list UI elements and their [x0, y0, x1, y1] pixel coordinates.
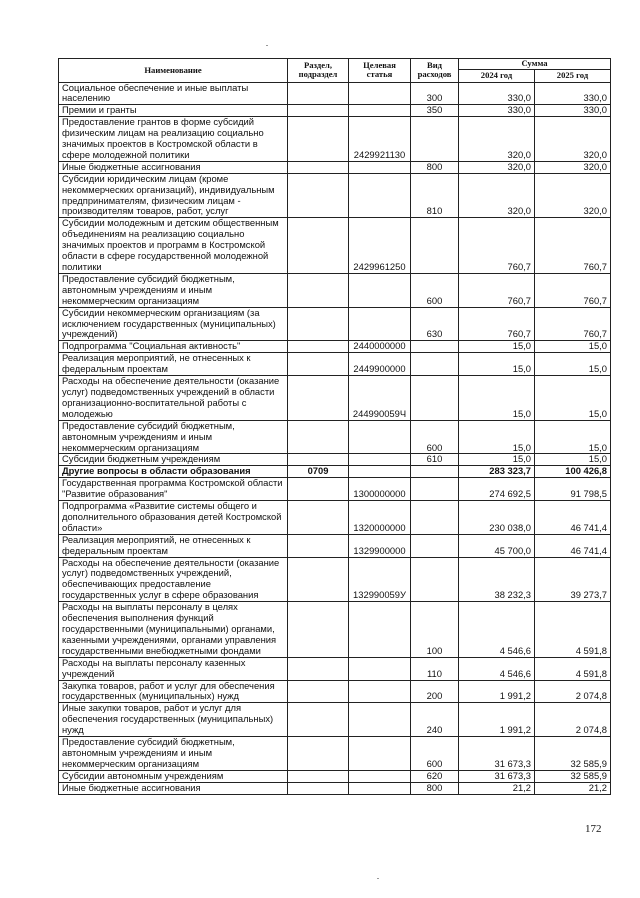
- row-name-cell: Закупка товаров, работ и услуг для обеспечения государственных (муниципальных) нужд: [59, 680, 288, 703]
- table-row: [59, 680, 611, 703]
- row-name-cell: Подпрограмма "Социальная активность": [59, 341, 288, 353]
- table-row: [59, 501, 611, 535]
- row-2024-cell: 760,7: [459, 307, 535, 341]
- table-row: [59, 105, 611, 117]
- row-2024-cell: 15,0: [459, 341, 535, 353]
- row-section-cell: [288, 161, 349, 173]
- table-row: [59, 782, 611, 794]
- row-type-cell: 200: [411, 680, 459, 703]
- row-name-cell: Расходы на выплаты персоналу казенных учреждений: [59, 657, 288, 680]
- row-2024-cell: 31 673,3: [459, 737, 535, 771]
- row-2024-cell: 15,0: [459, 353, 535, 376]
- row-section-cell: [288, 770, 349, 782]
- row-2025-cell: 760,7: [535, 307, 611, 341]
- row-2025-cell: 91 798,5: [535, 478, 611, 501]
- table-row: [59, 454, 611, 466]
- row-type-cell: 600: [411, 737, 459, 771]
- row-section-cell: [288, 782, 349, 794]
- row-2025-cell: 320,0: [535, 173, 611, 218]
- row-name-cell: Субсидии молодежным и детским общественным объединениям на реализацию социально значимых проектов и программ в Костромской области в сфере государственной молодежной политики: [59, 218, 288, 274]
- row-section-cell: [288, 307, 349, 341]
- row-target-cell: [349, 602, 411, 658]
- row-2025-cell: 15,0: [535, 353, 611, 376]
- row-2025-cell: 2 074,8: [535, 703, 611, 737]
- row-2025-cell: 15,0: [535, 376, 611, 421]
- row-2025-cell: 32 585,9: [535, 737, 611, 771]
- row-2024-cell: 320,0: [459, 161, 535, 173]
- row-section-cell: [288, 82, 349, 105]
- row-2025-cell: 15,0: [535, 341, 611, 353]
- row-2024-cell: 1 991,2: [459, 680, 535, 703]
- row-2024-cell: 330,0: [459, 82, 535, 105]
- row-type-cell: [411, 341, 459, 353]
- header-section: Раздел, подраздел: [288, 59, 349, 83]
- row-2024-cell: 31 673,3: [459, 770, 535, 782]
- row-section-cell: [288, 602, 349, 658]
- row-type-cell: [411, 466, 459, 478]
- row-2024-cell: 320,0: [459, 173, 535, 218]
- row-target-cell: 244990059Ч: [349, 376, 411, 421]
- row-target-cell: [349, 161, 411, 173]
- table-row: [59, 657, 611, 680]
- row-type-cell: 800: [411, 161, 459, 173]
- row-2025-cell: 330,0: [535, 105, 611, 117]
- row-2025-cell: 46 741,4: [535, 534, 611, 557]
- row-type-cell: 630: [411, 307, 459, 341]
- row-2024-cell: 21,2: [459, 782, 535, 794]
- row-type-cell: 600: [411, 273, 459, 307]
- row-name-cell: Субсидии бюджетным учреждениям: [59, 454, 288, 466]
- row-name-cell: Подпрограмма «Развитие системы общего и дополнительного образования детей Костромской области»: [59, 501, 288, 535]
- row-2025-cell: 100 426,8: [535, 466, 611, 478]
- row-type-cell: 100: [411, 602, 459, 658]
- row-section-cell: 0709: [288, 466, 349, 478]
- table-row: [59, 534, 611, 557]
- row-type-cell: [411, 557, 459, 602]
- row-section-cell: [288, 376, 349, 421]
- page-number: 172: [585, 823, 602, 835]
- row-target-cell: 1320000000: [349, 501, 411, 535]
- row-type-cell: 350: [411, 105, 459, 117]
- table-row: [59, 420, 611, 454]
- row-name-cell: Расходы на обеспечение деятельности (оказание услуг) подведомственных учреждений в области организационно-воспитательной работы с молодежью: [59, 376, 288, 421]
- row-2024-cell: 283 323,7: [459, 466, 535, 478]
- row-target-cell: [349, 454, 411, 466]
- row-target-cell: 2449900000: [349, 353, 411, 376]
- row-section-cell: [288, 680, 349, 703]
- header-2024: 2024 год: [459, 69, 535, 82]
- row-2025-cell: 760,7: [535, 273, 611, 307]
- row-section-cell: [288, 737, 349, 771]
- row-2024-cell: 15,0: [459, 454, 535, 466]
- row-name-cell: Расходы на обеспечение деятельности (оказание услуг) подведомственных учреждений, обеспечивающих предоставление государственных услуг в сфере образования: [59, 557, 288, 602]
- row-target-cell: [349, 782, 411, 794]
- table-row: [59, 466, 611, 478]
- row-2024-cell: 15,0: [459, 420, 535, 454]
- row-2025-cell: 320,0: [535, 161, 611, 173]
- row-2024-cell: 230 038,0: [459, 501, 535, 535]
- table-row: [59, 117, 611, 162]
- row-type-cell: [411, 353, 459, 376]
- row-name-cell: Расходы на выплаты персоналу в целях обеспечения выполнения функций государственными (муниципальными) органами, казенными учреждениями, органами управления государственными внебюджетными фондами: [59, 602, 288, 658]
- row-target-cell: [349, 770, 411, 782]
- row-2024-cell: 4 546,6: [459, 657, 535, 680]
- row-section-cell: [288, 218, 349, 274]
- row-target-cell: [349, 466, 411, 478]
- row-2024-cell: 330,0: [459, 105, 535, 117]
- row-target-cell: [349, 680, 411, 703]
- row-section-cell: [288, 478, 349, 501]
- row-target-cell: [349, 273, 411, 307]
- row-name-cell: Предоставление субсидий бюджетным, автономным учреждениям и иным некоммерческим организациям: [59, 737, 288, 771]
- row-2025-cell: 2 074,8: [535, 680, 611, 703]
- row-type-cell: [411, 501, 459, 535]
- row-2024-cell: 45 700,0: [459, 534, 535, 557]
- table-row: [59, 376, 611, 421]
- table-header: [59, 59, 611, 83]
- row-target-cell: [349, 737, 411, 771]
- row-name-cell: Субсидии автономным учреждениям: [59, 770, 288, 782]
- row-section-cell: [288, 657, 349, 680]
- table-row: [59, 557, 611, 602]
- table-row: [59, 173, 611, 218]
- table-row: [59, 273, 611, 307]
- row-type-cell: 240: [411, 703, 459, 737]
- row-2024-cell: 15,0: [459, 376, 535, 421]
- row-name-cell: Иные закупки товаров, работ и услуг для обеспечения государственных (муниципальных) нужд: [59, 703, 288, 737]
- row-2024-cell: 38 232,3: [459, 557, 535, 602]
- row-type-cell: [411, 117, 459, 162]
- row-2024-cell: 1 991,2: [459, 703, 535, 737]
- row-2025-cell: 4 591,8: [535, 657, 611, 680]
- row-target-cell: [349, 82, 411, 105]
- row-section-cell: [288, 534, 349, 557]
- row-name-cell: Реализация мероприятий, не отнесенных к федеральным проектам: [59, 353, 288, 376]
- row-name-cell: Социальное обеспечение и иные выплаты населению: [59, 82, 288, 105]
- row-name-cell: Государственная программа Костромской области "Развитие образования": [59, 478, 288, 501]
- row-type-cell: [411, 534, 459, 557]
- row-2025-cell: 760,7: [535, 218, 611, 274]
- row-2025-cell: 320,0: [535, 117, 611, 162]
- row-section-cell: [288, 501, 349, 535]
- row-type-cell: 110: [411, 657, 459, 680]
- row-type-cell: 810: [411, 173, 459, 218]
- table-row: [59, 602, 611, 658]
- row-target-cell: [349, 307, 411, 341]
- row-2025-cell: 32 585,9: [535, 770, 611, 782]
- row-section-cell: [288, 703, 349, 737]
- row-2025-cell: 330,0: [535, 82, 611, 105]
- row-name-cell: Субсидии юридическим лицам (кроме некоммерческих организаций), индивидуальным предпринимателям, физическим лицам - производителям товаров, работ, услуг: [59, 173, 288, 218]
- row-section-cell: [288, 557, 349, 602]
- row-2025-cell: 46 741,4: [535, 501, 611, 535]
- row-name-cell: Реализация мероприятий, не отнесенных к федеральным проектам: [59, 534, 288, 557]
- budget-table: [58, 58, 611, 795]
- row-type-cell: 300: [411, 82, 459, 105]
- row-section-cell: [288, 173, 349, 218]
- table-body: [59, 82, 611, 794]
- table-row: [59, 770, 611, 782]
- row-target-cell: 1300000000: [349, 478, 411, 501]
- row-name-cell: Иные бюджетные ассигнования: [59, 782, 288, 794]
- row-target-cell: [349, 703, 411, 737]
- row-target-cell: [349, 420, 411, 454]
- row-name-cell: Субсидии некоммерческим организациям (за исключением государственных (муниципальных) учреждений): [59, 307, 288, 341]
- row-target-cell: [349, 173, 411, 218]
- row-2025-cell: 4 591,8: [535, 602, 611, 658]
- row-2024-cell: 274 692,5: [459, 478, 535, 501]
- header-target: Целевая статья: [349, 59, 411, 83]
- header-sum: Сумма: [459, 59, 611, 70]
- row-2025-cell: 15,0: [535, 454, 611, 466]
- row-name-cell: Предоставление субсидий бюджетным, автономным учреждениям и иным некоммерческим организациям: [59, 273, 288, 307]
- row-type-cell: 600: [411, 420, 459, 454]
- scan-speck: [377, 878, 379, 879]
- row-2025-cell: 21,2: [535, 782, 611, 794]
- row-target-cell: [349, 657, 411, 680]
- row-section-cell: [288, 353, 349, 376]
- row-target-cell: 132990059У: [349, 557, 411, 602]
- row-2024-cell: 320,0: [459, 117, 535, 162]
- table-row: [59, 737, 611, 771]
- table-row: [59, 478, 611, 501]
- row-2024-cell: 760,7: [459, 218, 535, 274]
- row-type-cell: 800: [411, 782, 459, 794]
- row-name-cell: Предоставление субсидий бюджетным, автономным учреждениям и иным некоммерческим организациям: [59, 420, 288, 454]
- scan-speck: [266, 45, 268, 46]
- row-section-cell: [288, 105, 349, 117]
- row-section-cell: [288, 341, 349, 353]
- row-2025-cell: 15,0: [535, 420, 611, 454]
- header-name: Наименование: [59, 59, 288, 83]
- row-type-cell: 610: [411, 454, 459, 466]
- row-type-cell: 620: [411, 770, 459, 782]
- table-row: [59, 218, 611, 274]
- table-row: [59, 353, 611, 376]
- header-2025: 2025 год: [535, 69, 611, 82]
- table-row: [59, 82, 611, 105]
- row-type-cell: [411, 376, 459, 421]
- row-target-cell: 2429921130: [349, 117, 411, 162]
- row-target-cell: [349, 105, 411, 117]
- table-row: [59, 341, 611, 353]
- row-name-cell: Другие вопросы в области образования: [59, 466, 288, 478]
- row-2025-cell: 39 273,7: [535, 557, 611, 602]
- row-section-cell: [288, 420, 349, 454]
- row-name-cell: Иные бюджетные ассигнования: [59, 161, 288, 173]
- row-section-cell: [288, 273, 349, 307]
- row-2024-cell: 760,7: [459, 273, 535, 307]
- row-type-cell: [411, 218, 459, 274]
- table-row: [59, 307, 611, 341]
- table-row: [59, 161, 611, 173]
- row-name-cell: Премии и гранты: [59, 105, 288, 117]
- row-name-cell: Предоставление грантов в форме субсидий физическим лицам на реализацию социально значимых проектов в Костромской области в сфере молодежной политики: [59, 117, 288, 162]
- row-section-cell: [288, 454, 349, 466]
- row-2024-cell: 4 546,6: [459, 602, 535, 658]
- row-target-cell: 2440000000: [349, 341, 411, 353]
- row-section-cell: [288, 117, 349, 162]
- header-type: Вид расходов: [411, 59, 459, 83]
- row-type-cell: [411, 478, 459, 501]
- table-row: [59, 703, 611, 737]
- row-target-cell: 1329900000: [349, 534, 411, 557]
- row-target-cell: 2429961250: [349, 218, 411, 274]
